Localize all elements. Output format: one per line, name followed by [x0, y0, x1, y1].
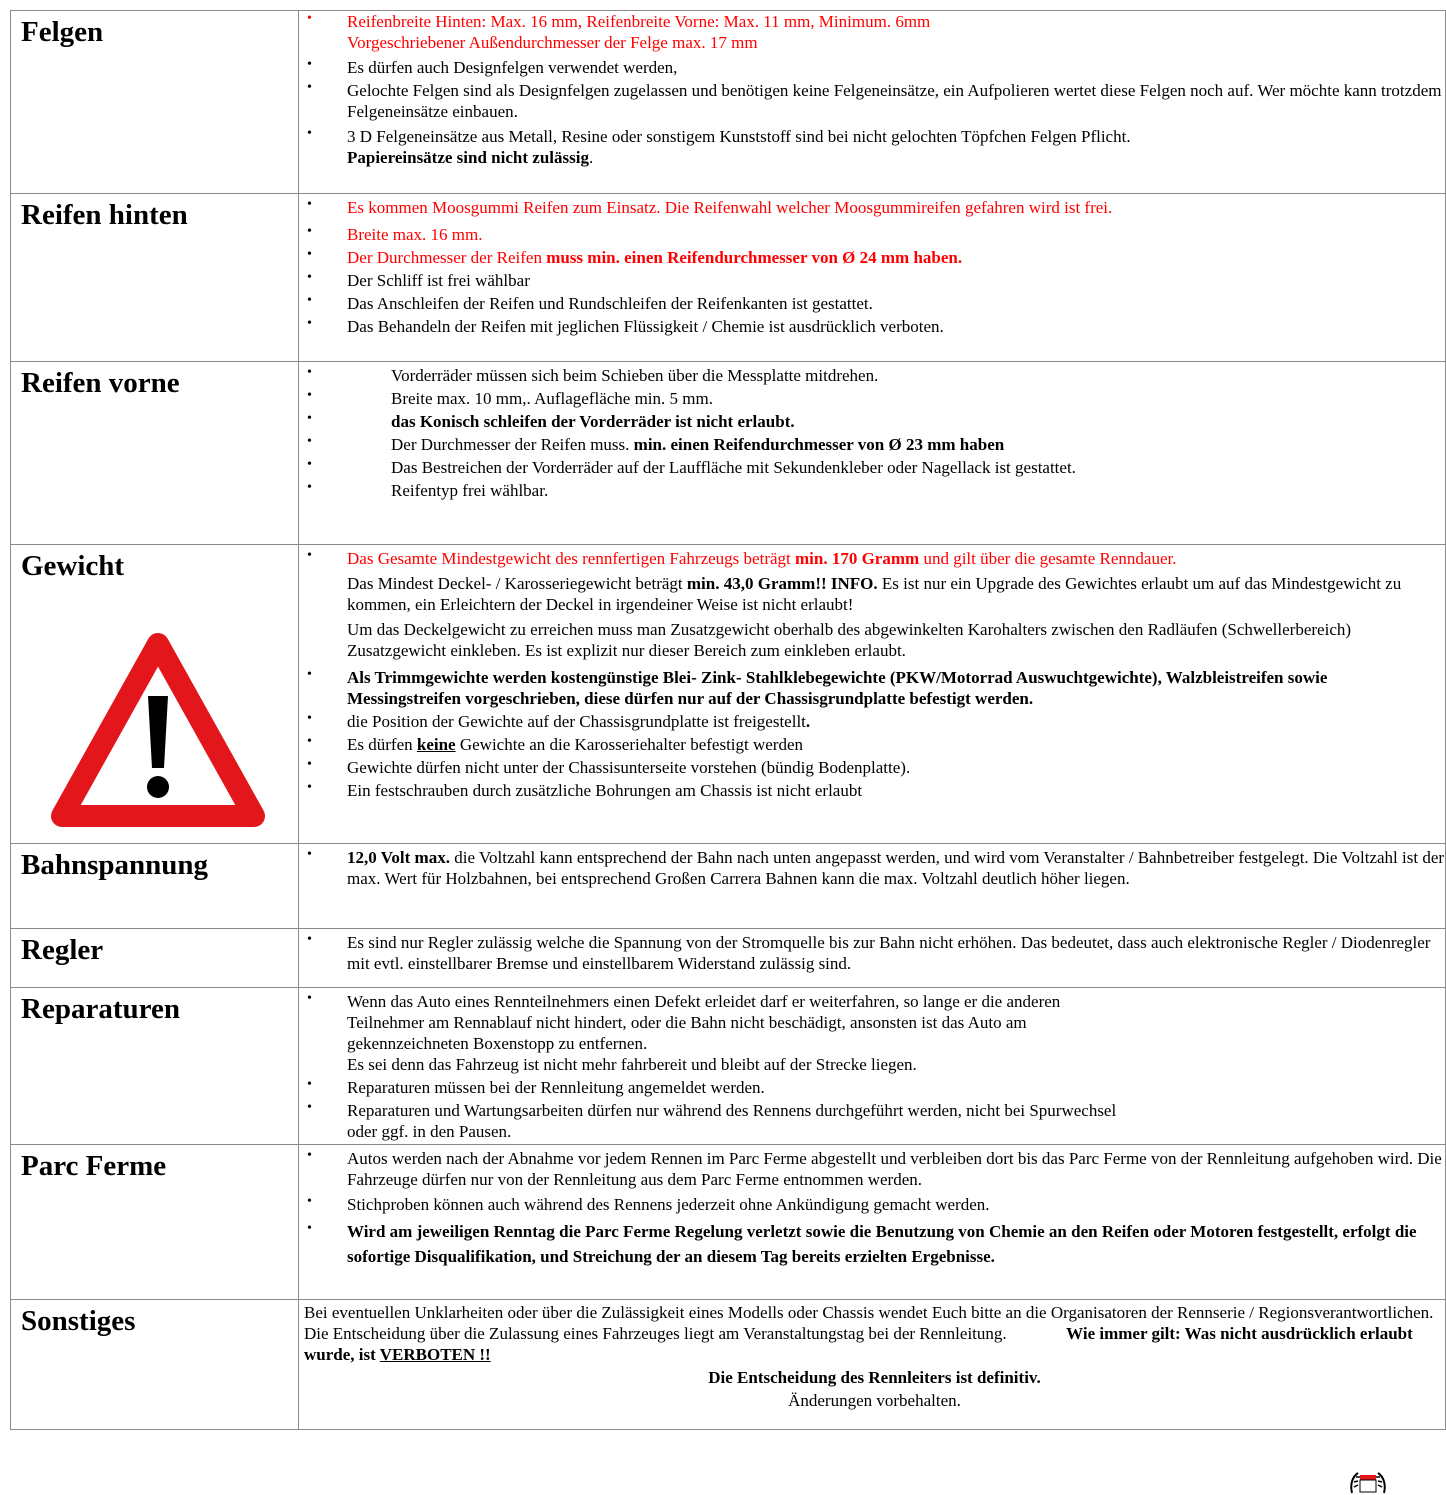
- section-title: Bahnspannung: [21, 849, 209, 881]
- list-item: • Es sind nur Regler zulässig welche die Spannung von der Stromquelle bis zur Bahn nicht erhöhen. Das bedeutet, dass auch elektronische Regler / Diodenregler mit evtl. einstellbarer Bremse und einstellbarem Widerstand zulässig sind.: [307, 932, 1431, 973]
- section-title: Reifen hinten: [21, 199, 188, 231]
- list-item: • Ein festschrauben durch zusätzliche Bohrungen am Chassis ist nicht erlaubt: [307, 780, 863, 800]
- warning-triangle-icon: [48, 630, 268, 830]
- rule-list: [299, 11, 1445, 168]
- row-reparaturen: [11, 988, 1446, 1145]
- list-item: • das Konisch schleifen der Vorderräder ist nicht erlaubt.: [307, 411, 795, 431]
- rule-list: [299, 545, 1445, 801]
- rule-list: [299, 929, 1445, 974]
- rule-list: [299, 362, 1445, 501]
- list-item: • Der Durchmesser der Reifen muss. min. einen Reifendurchmesser von Ø 23 mm haben: [307, 434, 1005, 454]
- list-item: • Der Schliff ist frei wählbar: [307, 270, 530, 290]
- list-item: • Das Behandeln der Reifen mit jeglichen Flüssigkeit / Chemie ist ausdrücklich verboten.: [307, 316, 944, 336]
- section-title: Parc Ferme: [21, 1150, 167, 1182]
- list-item: • Wird am jeweiligen Renntag die Parc Ferme Regelung verletzt sowie die Benutzung von Chemie an den Reifen oder Motoren festgestellt, erfolgt die sofortige Disqualifikation, und Streichung der an diesem Tag bereits erzielten Ergebnisse.: [307, 1221, 1417, 1266]
- list-item: Das Mindest Deckel- / Karosseriegewicht beträgt min. 43,0 Gramm!! INFO. Es ist nur ein Upgrade des Gewichtes erlaubt um auf das Mindestgewicht zu kommen, ein Erleichtern der Deckel in irgendeiner Weise ist nicht erlaubt!: [347, 574, 1402, 614]
- list-item: • Als Trimmgewichte werden kostengünstige Blei- Zink- Stahlklebegewichte (PKW/Motorrad Auswuchtgewichte), Walzbleistreifen sowie Messingstreifen vorgeschrieben, diese dürfen nur auf der Chassisgrundplatte befestigt werden.: [307, 667, 1328, 708]
- list-item: • Der Durchmesser der Reifen muss min. einen Reifendurchmesser von Ø 24 mm haben.: [307, 247, 963, 267]
- section-title: Reparaturen: [21, 993, 180, 1025]
- list-item: • Das Gesamte Mindestgewicht des rennfertigen Fahrzeugs beträgt min. 170 Gramm und gilt über die gesamte Renndauer.: [307, 548, 1177, 568]
- row-regler: [11, 929, 1446, 988]
- row-parc-ferme: [11, 1145, 1446, 1300]
- list-item: • Es dürfen keine Gewichte an die Karosseriehalter befestigt werden: [307, 734, 804, 754]
- row-sonstiges: [11, 1300, 1446, 1430]
- list-item: • 12,0 Volt max. die Voltzahl kann entsprechend der Bahn nach unten angepasst werden, und wird vom Veranstalter / Bahnbetreiber festgelegt. Die Voltzahl ist der max. Wert für Holzbahnen, bei entsprechend Großen Carrera Bahnen kann die max. Voltzahl deutlich höher liegen.: [307, 847, 1445, 888]
- list-item: • Autos werden nach der Abnahme vor jedem Rennen im Parc Ferme abgestellt und verbleiben dort bis das Parc Ferme von der Rennleitung aufgehoben wird. Die Fahrzeuge dürfen nur von der Rennleitung aus dem Parc Ferme entnommen werden.: [307, 1148, 1442, 1189]
- rule-list: [299, 1145, 1445, 1269]
- section-title: Regler: [21, 934, 104, 966]
- list-item: • Breite max. 16 mm.: [307, 224, 483, 244]
- rule-list: [299, 988, 1445, 1142]
- row-bahnspannung: [11, 844, 1446, 929]
- list-item: • Reparaturen und Wartungsarbeiten dürfen nur während des Rennens durchgeführt werden, nicht bei Spurwechsel oder ggf. in den Pausen.: [307, 1100, 1117, 1141]
- list-item: • die Position der Gewichte auf der Chassisgrundplatte ist freigestellt.: [307, 711, 811, 731]
- sonstiges-text: Bei eventuellen Unklarheiten oder über die Zulässigkeit eines Modells oder Chassis wendet Euch bitte an die Organisatoren der Rennserie / Regionsverantwortlichen. Die Entscheidung über die Zulassung eines Fahrzeuges liegt am Veranstaltungstag bei der Rennleitung. Wie immer gilt: Was nicht ausdrücklich erlaubt wurde, ist VERBOTEN !!: [304, 1303, 1434, 1364]
- section-title: Felgen: [21, 16, 104, 48]
- list-item: • Das Anschleifen der Reifen und Rundschleifen der Reifenkanten ist gestattet.: [307, 293, 873, 313]
- list-item: • Reparaturen müssen bei der Rennleitung angemeldet werden.: [307, 1077, 765, 1097]
- list-item: • Gewichte dürfen nicht unter der Chassisunterseite vorstehen (bündig Bodenplatte).: [307, 757, 911, 777]
- changes-note: Änderungen vorbehalten.: [788, 1391, 961, 1410]
- list-item: • Reifentyp frei wählbar.: [307, 480, 549, 500]
- row-reifen-hinten: [11, 194, 1446, 362]
- list-item: • Wenn das Auto eines Rennteilnehmers einen Defekt erleidet darf er weiterfahren, so lange er die anderen Teilnehmer am Rennablauf nicht hindert, oder die Bahn nicht beschädigt, ansonsten ist das Auto am gekennzeichneten Boxenstopp zu entfernen. Es sei denn das Fahrzeug ist nicht mehr fahrbereit und bleibt auf der Strecke liegen.: [307, 991, 1061, 1074]
- rule-list: [299, 844, 1445, 889]
- section-title: Gewicht: [21, 550, 125, 582]
- row-reifen-vorne: [11, 362, 1446, 545]
- list-item: Um das Deckelgewicht zu erreichen muss man Zusatzgewicht oberhalb des abgewinkelten Karohalters zwischen den Radläufen (Schwellerbereich) Zusatzgewicht einkleben. Es ist explizit nur dieser Bereich zum einkleben erlaubt.: [347, 620, 1352, 660]
- list-item: • Es kommen Moosgummi Reifen zum Einsatz. Die Reifenwahl welcher Moosgummireifen gefahren wird ist frei.: [307, 197, 1113, 217]
- list-item: • Stichproben können auch während des Rennens jederzeit ohne Ankündigung gemacht werden.: [307, 1194, 990, 1214]
- list-item: • Vorderräder müssen sich beim Schieben über die Messplatte mitdrehen.: [307, 365, 879, 385]
- section-title: Sonstiges: [21, 1305, 136, 1337]
- list-item: • Es dürfen auch Designfelgen verwendet werden,: [307, 57, 678, 77]
- list-item: • Gelochte Felgen sind als Designfelgen zugelassen und benötigen keine Felgeneinsätze, ein Aufpolieren wertet diese Felgen noch auf. Wer möchte kann trotzdem Felgeneinsätze einbauen.: [307, 80, 1442, 121]
- section-title: Reifen vorne: [21, 367, 180, 399]
- list-item: • 3 D Felgeneinsätze aus Metall, Resine oder sonstigem Kunststoff sind bei nicht gelochten Töpfchen Felgen Pflicht. Papiereinsätze sind nicht zulässig.: [307, 126, 1131, 167]
- list-item: • Breite max. 10 mm,. Auflagefläche min. 5 mm.: [307, 388, 713, 408]
- definitive-note: Die Entscheidung des Rennleiters ist definitiv.: [708, 1368, 1041, 1387]
- list-item: • Reifenbreite Hinten: Max. 16 mm, Reifenbreite Vorne: Max. 11 mm, Minimum. 6mm Vorgeschriebener Außendurchmesser der Felge max. 17 mm: [307, 11, 931, 52]
- row-felgen: [11, 11, 1446, 194]
- rule-list: [299, 194, 1445, 337]
- laurel-logo-icon: [1348, 1471, 1388, 1495]
- list-item: • Das Bestreichen der Vorderräder auf der Lauffläche mit Sekundenkleber oder Nagellack ist gestattet.: [307, 457, 1076, 477]
